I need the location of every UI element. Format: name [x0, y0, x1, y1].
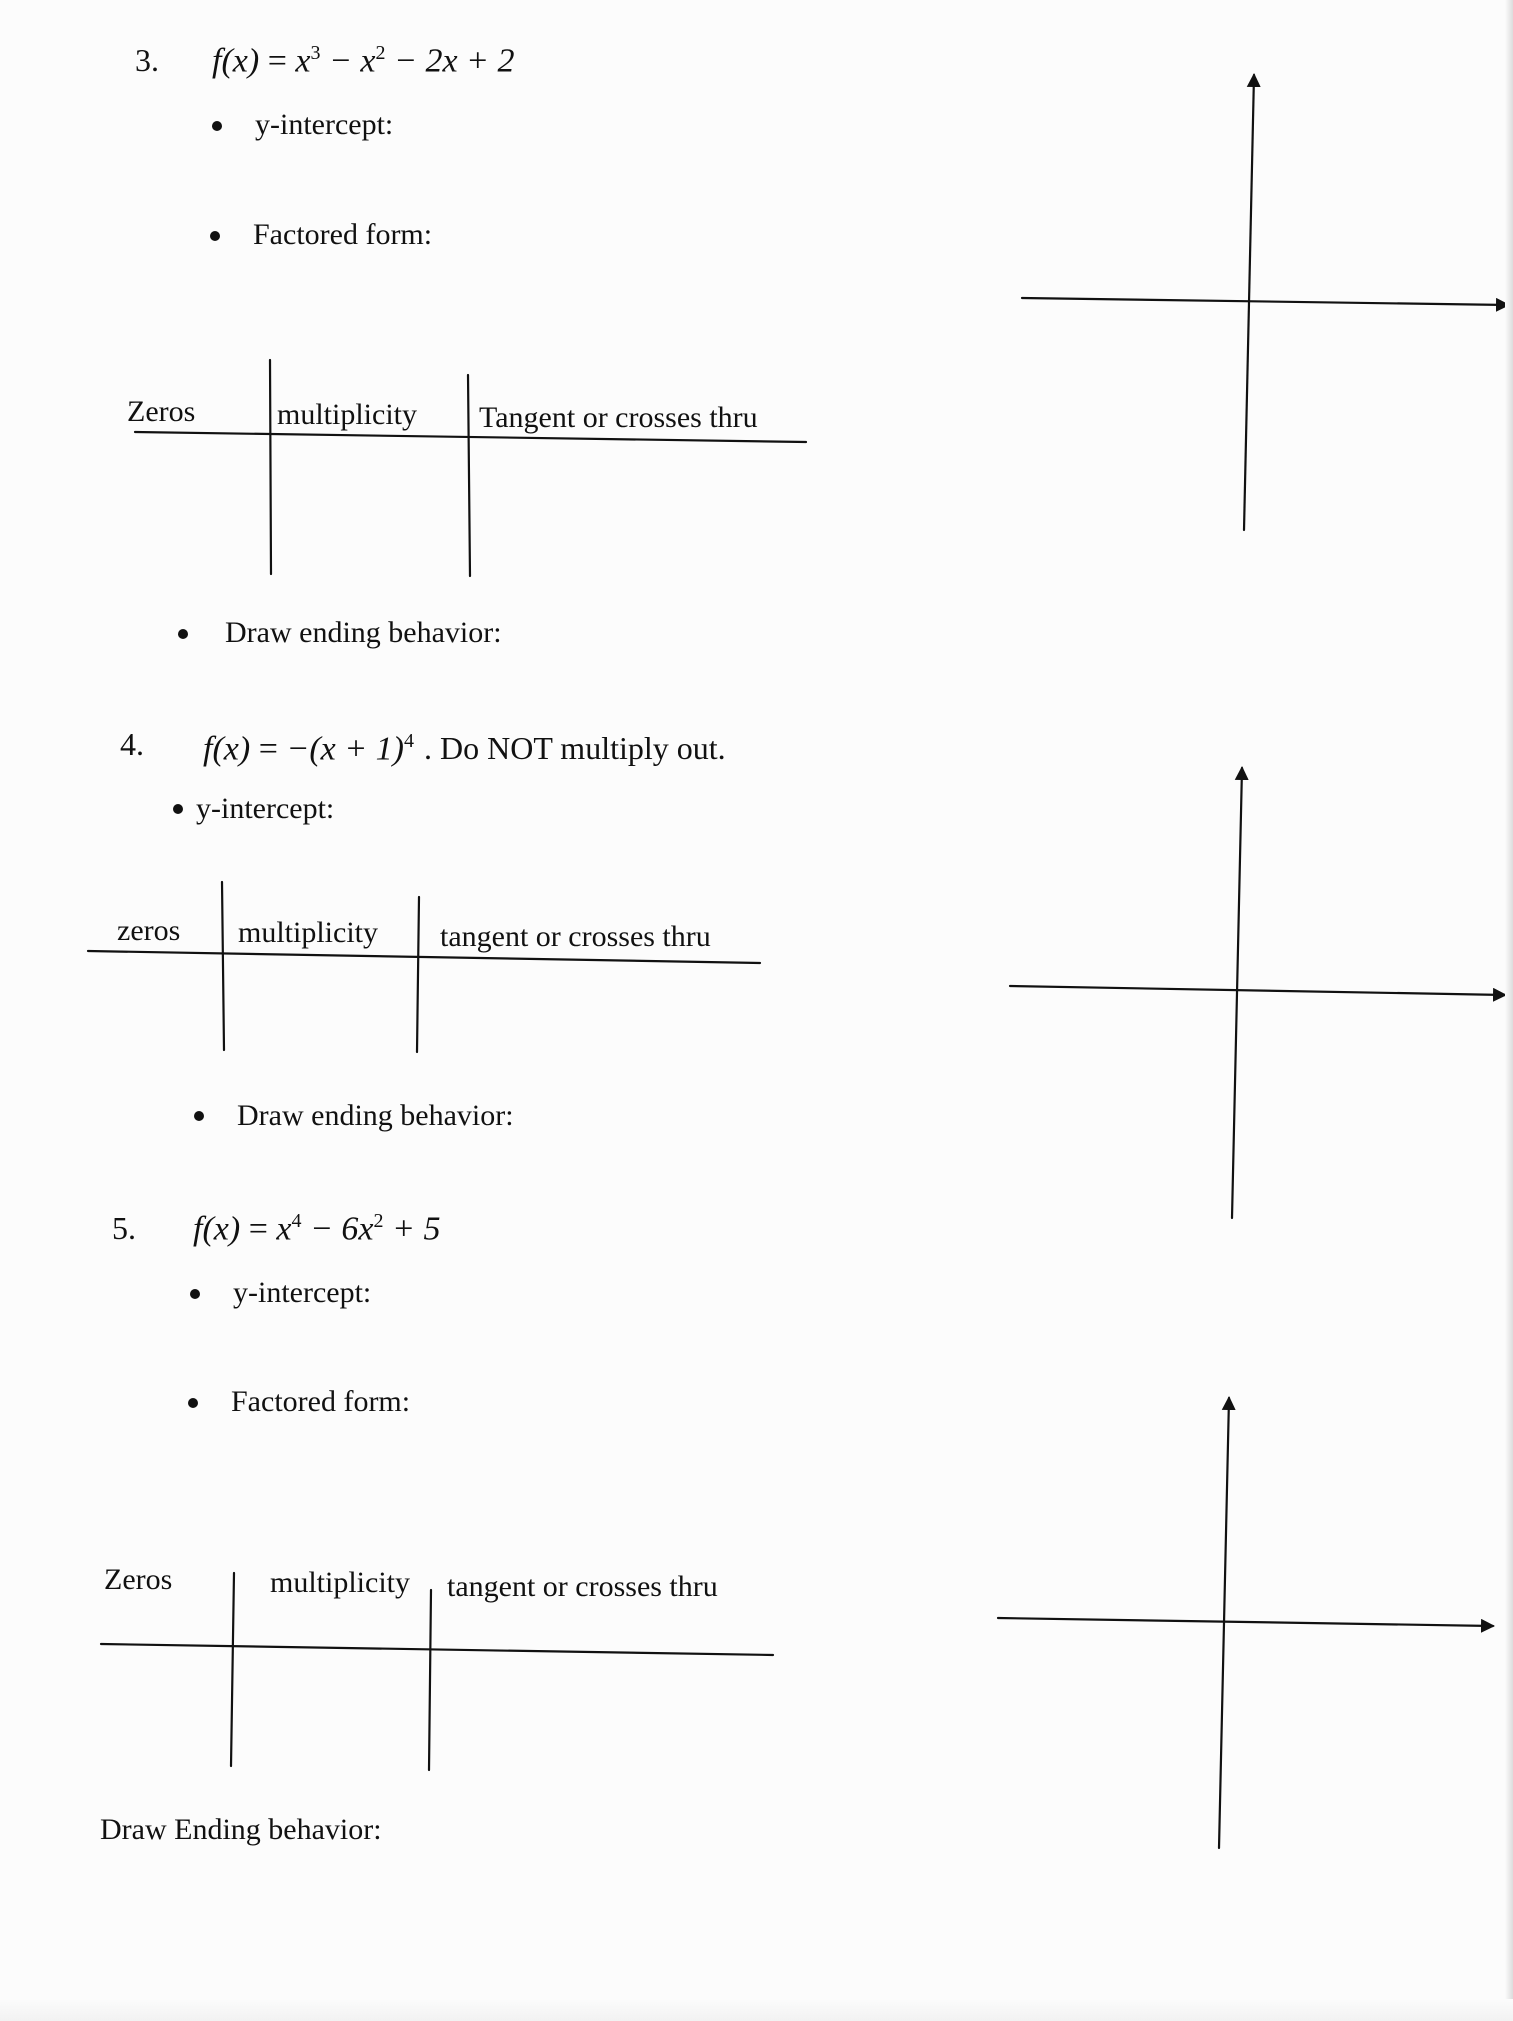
problem-3-number: 3. [135, 42, 159, 78]
factored-form-label: Factored form: [253, 218, 433, 251]
scan-edge-shadow [1505, 0, 1513, 2021]
table-header-zeros: zeros [117, 914, 181, 947]
table-header-multiplicity: multiplicity [238, 916, 378, 949]
y-intercept-label: y-intercept: [233, 1276, 372, 1309]
y-intercept-label: y-intercept: [255, 108, 394, 141]
scan-bottom-shadow [0, 1999, 1513, 2021]
table-header-multiplicity: multiplicity [277, 398, 417, 431]
table-header-zeros: Zeros [104, 1563, 173, 1596]
ending-behavior-label: Draw Ending behavior: [100, 1813, 382, 1846]
ending-behavior-label: Draw ending behavior: [225, 616, 502, 649]
instruction-note: . Do NOT multiply out. [424, 730, 726, 767]
function-lhs: f(x) [193, 1210, 241, 1248]
problem-3-graph-axes [1022, 75, 1508, 530]
problem-5-number: 5. [112, 1210, 136, 1246]
problem-4-number: 4. [120, 726, 144, 762]
function-lhs: f(x) [203, 730, 251, 768]
y-intercept-label: y-intercept: [196, 792, 335, 825]
ending-behavior-label: Draw ending behavior: [237, 1099, 514, 1132]
table-header-zeros: Zeros [127, 395, 196, 428]
problem-3-function: $f(x) = x^3 - x^2 - 2x + 2$ [212, 42, 515, 80]
problem-4-function: $f(x) = -(x + 1)^4$ . Do NOT multiply out. [203, 730, 726, 768]
table-header-tangent: Tangent or crosses thru [479, 401, 758, 434]
problem-5-function: $f(x) = x^4 - 6x^2 + 5$ [193, 1210, 441, 1248]
problem-5-table-lines [101, 1573, 773, 1770]
problem-4-graph-axes [1010, 768, 1505, 1218]
table-header-tangent: tangent or crosses thru [447, 1570, 718, 1603]
table-header-tangent: tangent or crosses thru [440, 920, 711, 953]
factored-form-label: Factored form: [231, 1385, 411, 1418]
function-lhs: f(x) [212, 42, 260, 80]
table-header-multiplicity: multiplicity [270, 1566, 410, 1599]
problem-3-table-lines [135, 360, 806, 576]
problem-5-graph-axes [998, 1398, 1493, 1848]
problem-4-table-lines [88, 882, 760, 1052]
